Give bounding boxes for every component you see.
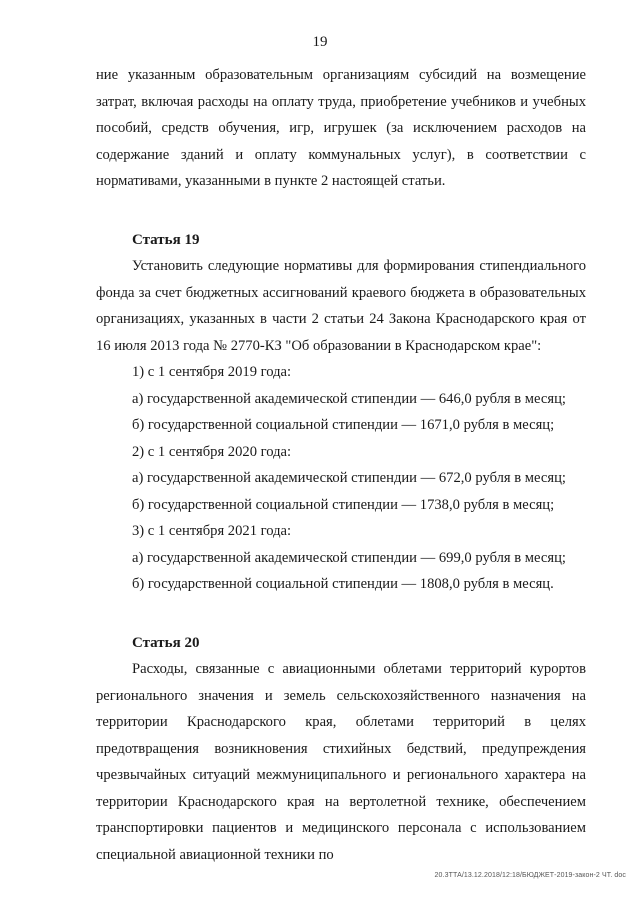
- list-item: б) государственной социальной стипендии — 1738,0 рубля в месяц;: [132, 496, 555, 513]
- list-item: а) государственной академической стипендии — 672,0 рубля в месяц;: [132, 470, 566, 486]
- list-item: а) государственной академической стипендии — 646,0 рубля в месяц;: [132, 390, 566, 407]
- list-item: 3) с 1 сентября 2021 года:: [132, 523, 292, 539]
- list-item: 2) с 1 сентября 2020 года:: [132, 443, 292, 460]
- document-body: [96, 62, 586, 868]
- intro-paragraph: ние указанным образовательным организациям субсидий на возмещение затрат, включая расходы на оплату труда, приобретение учебников и учебных пособий, средств обучения, игр, игрушек (за исключением расходов на содержание зданий и оплату коммунальных услуг), в соответствии с нормативами, указанными в пункте 2 настоящей статьи.: [96, 67, 586, 189]
- page-number: 19: [312, 34, 328, 50]
- list-item: а) государственной академической стипендии — 699,0 рубля в месяц;: [132, 549, 566, 566]
- list-item: б) государственной социальной стипендии — 1808,0 рубля в месяц.: [132, 576, 554, 592]
- list-item: б) государственной социальной стипендии — 1671,0 рубля в месяц;: [132, 417, 555, 433]
- article-19-paragraph: Установить следующие нормативы для формирования стипендиального фонда за счет бюджетных ассигнований краевого бюджета в образовательных организациях, указанных в части 2 статьи 24 Закона Краснодарского края от 16 июля 2013 года № 2770-КЗ "Об образовании в Краснодарском крае":: [96, 258, 586, 354]
- file-path-footer: 20.3ТТА/13.12.2018/12:18/БЮДЖЕТ-2019-закон-2 ЧТ. doc: [434, 872, 626, 879]
- article-20-paragraph: Расходы, связанные с авиационными облетами территорий курортов регионального значения и земель сельскохозяйственного назначения на территории Краснодарского края, облетами территорий в целях предотвращения возникновения стихийных бедствий, предупреждения чрезвычайных ситуаций межмуниципального и регионального характера на территории Краснодарского края на вертолетной технике, обеспечением транспортировки пациентов и медицинского персонала с использованием специальной авиационной техники по: [96, 661, 586, 863]
- article-20-title: Статья 20: [132, 634, 200, 651]
- list-item: 1) с 1 сентября 2019 года:: [132, 364, 292, 380]
- article-19-title: Статья 19: [132, 231, 200, 248]
